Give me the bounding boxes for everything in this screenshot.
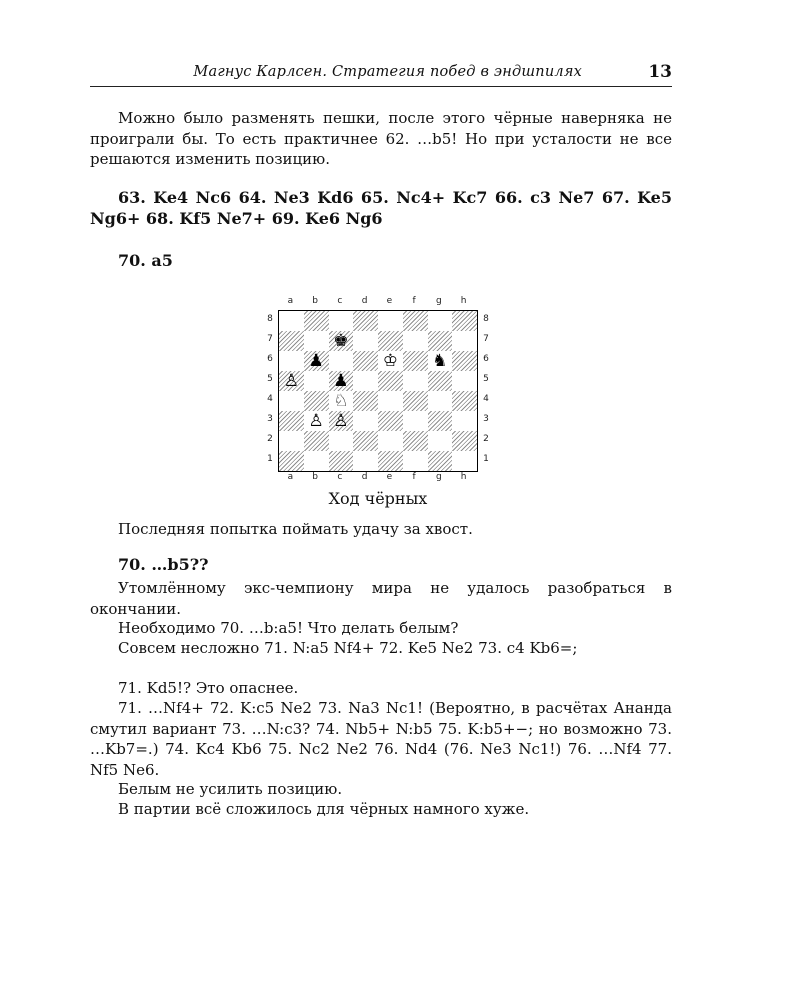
square-c6 <box>329 351 354 371</box>
rank-label-3-left: 3 <box>267 414 273 424</box>
file-label-h-top: h <box>460 296 467 306</box>
moves-63-69: 63. Ke4 Nc6 64. Ne3 Kd6 65. Nc4+ Kc7 66. c3 Ne7 67. Ke5 Ng6+ 68. Kf5 Ne7+ 69. Ke6 Ng6 <box>90 188 672 228</box>
square-f6 <box>403 351 428 371</box>
square-g5 <box>428 371 453 391</box>
paragraph-2: Последняя попытка поймать удачу за хвост. <box>118 520 473 538</box>
file-label-f-top: f <box>412 296 416 306</box>
square-g4 <box>428 391 453 411</box>
diagram-caption: Ход чёрных <box>328 489 428 508</box>
white-knight: ♘ <box>333 391 349 411</box>
file-label-e-bottom: e <box>386 472 393 482</box>
square-a6 <box>279 351 304 371</box>
square-d7 <box>353 331 378 351</box>
move-70: 70. a5 <box>118 251 173 270</box>
square-g2 <box>428 431 453 451</box>
white-king: ♔ <box>382 351 398 371</box>
rank-label-6-right: 6 <box>483 354 489 364</box>
rank-label-6-left: 6 <box>267 354 273 364</box>
rank-label-4-right: 4 <box>483 394 489 404</box>
square-d1 <box>353 451 378 471</box>
square-f3 <box>403 411 428 431</box>
white-pawn-a5: ♙ <box>283 371 299 391</box>
square-b5 <box>304 371 329 391</box>
paragraph-8: Белым не усилить позицию. <box>118 780 343 798</box>
file-label-h-bottom: h <box>460 472 467 482</box>
rank-label-8-right: 8 <box>483 314 489 324</box>
running-header <box>90 62 672 86</box>
paragraph-9: В партии всё сложилось для чёрных намного хуже. <box>118 800 530 818</box>
square-h3 <box>452 411 477 431</box>
header-rule <box>90 86 672 87</box>
rank-label-2-right: 2 <box>483 434 489 444</box>
rank-label-8-left: 8 <box>267 314 273 324</box>
square-h7 <box>452 331 477 351</box>
square-f5 <box>403 371 428 391</box>
square-f4 <box>403 391 428 411</box>
square-g7 <box>428 331 453 351</box>
square-b2 <box>304 431 329 451</box>
white-pawn-c3: ♙ <box>333 411 349 431</box>
square-d8 <box>353 311 378 331</box>
file-label-g-bottom: g <box>436 472 442 482</box>
black-king: ♚ <box>333 331 349 351</box>
rank-label-3-right: 3 <box>483 414 489 424</box>
square-e1 <box>378 451 403 471</box>
rank-label-5-left: 5 <box>267 374 273 384</box>
square-a1 <box>279 451 304 471</box>
move-70-black: 70. …b5?? <box>118 555 209 574</box>
file-label-a-bottom: a <box>287 472 294 482</box>
paragraph-1: Можно было разменять пешки, после этого чёрные наверняка не проиграли бы. То есть практичнее 62. …b5! Но при усталости не все решаются изменить позицию. <box>90 109 672 168</box>
file-label-c-top: c <box>337 296 343 306</box>
paragraph-4: Необходимо 70. …b:a5! Что делать белым? <box>118 619 459 637</box>
square-e8 <box>378 311 403 331</box>
square-d6 <box>353 351 378 371</box>
square-f8 <box>403 311 428 331</box>
paragraph-5: Совсем несложно 71. N:a5 Nf4+ 72. Ke5 Ne2 73. c4 Kb6=; <box>118 639 578 657</box>
square-b7 <box>304 331 329 351</box>
black-pawn-b6: ♟ <box>308 351 324 371</box>
square-e5 <box>378 371 403 391</box>
square-g3 <box>428 411 453 431</box>
square-b4 <box>304 391 329 411</box>
paragraph-7: 71. …Nf4+ 72. K:c5 Ne2 73. Na3 Nc1! (Вероятно, в расчётах Ананда смутил вариант 73. …N:c3? 74. Nb5+ N:b5 75. K:b5+−; но возможно 73. …Kb7=.) 74. Kc4 Kb6 75. Nc2 Ne2 76. Nd4 (76. Ne3 Nc1!) 76. …Nf4 77. Nf5 Ne6. <box>90 699 672 779</box>
square-h5 <box>452 371 477 391</box>
rank-label-7-left: 7 <box>267 334 273 344</box>
file-label-b-top: b <box>312 296 318 306</box>
square-f2 <box>403 431 428 451</box>
page-number: 13 <box>648 62 672 82</box>
file-label-b-bottom: b <box>312 472 318 482</box>
rank-label-1-left: 1 <box>267 454 273 464</box>
rank-label-5-right: 5 <box>483 374 489 384</box>
square-b1 <box>304 451 329 471</box>
file-label-d-top: d <box>361 296 368 306</box>
file-label-g-top: g <box>436 296 442 306</box>
square-d5 <box>353 371 378 391</box>
square-d3 <box>353 411 378 431</box>
square-e4 <box>378 391 403 411</box>
square-g1 <box>428 451 453 471</box>
square-c1 <box>329 451 354 471</box>
rank-label-7-right: 7 <box>483 334 489 344</box>
file-label-c-bottom: c <box>337 472 343 482</box>
file-label-a-top: a <box>287 296 294 306</box>
black-knight: ♞ <box>432 351 448 371</box>
file-label-f-bottom: f <box>412 472 416 482</box>
square-e3 <box>378 411 403 431</box>
square-a8 <box>279 311 304 331</box>
square-h4 <box>452 391 477 411</box>
square-h1 <box>452 451 477 471</box>
black-pawn-c5: ♟ <box>333 371 349 391</box>
file-label-d-bottom: d <box>361 472 368 482</box>
square-a7 <box>279 331 304 351</box>
square-a2 <box>279 431 304 451</box>
file-label-e-top: e <box>386 296 393 306</box>
white-pawn-b3: ♙ <box>308 411 324 431</box>
square-b8 <box>304 311 329 331</box>
square-c2 <box>329 431 354 451</box>
square-f7 <box>403 331 428 351</box>
square-h8 <box>452 311 477 331</box>
square-c8 <box>329 311 354 331</box>
rank-label-1-right: 1 <box>483 454 489 464</box>
rank-label-4-left: 4 <box>267 394 273 404</box>
paragraph-6: 71. Kd5!? Это опаснее. <box>118 679 299 697</box>
paragraph-3: Утомлённому экс-чемпиону мира не удалось разобраться в окончании. <box>90 579 672 618</box>
square-e2 <box>378 431 403 451</box>
rank-label-2-left: 2 <box>267 434 273 444</box>
square-a4 <box>279 391 304 411</box>
square-h6 <box>452 351 477 371</box>
chess-board <box>278 310 478 472</box>
square-g8 <box>428 311 453 331</box>
square-a3 <box>279 411 304 431</box>
square-f1 <box>403 451 428 471</box>
book-title: Магнус Карлсен. Стратегия побед в эндшпилях <box>193 64 582 80</box>
square-d2 <box>353 431 378 451</box>
square-d4 <box>353 391 378 411</box>
square-h2 <box>452 431 477 451</box>
square-e7 <box>378 331 403 351</box>
